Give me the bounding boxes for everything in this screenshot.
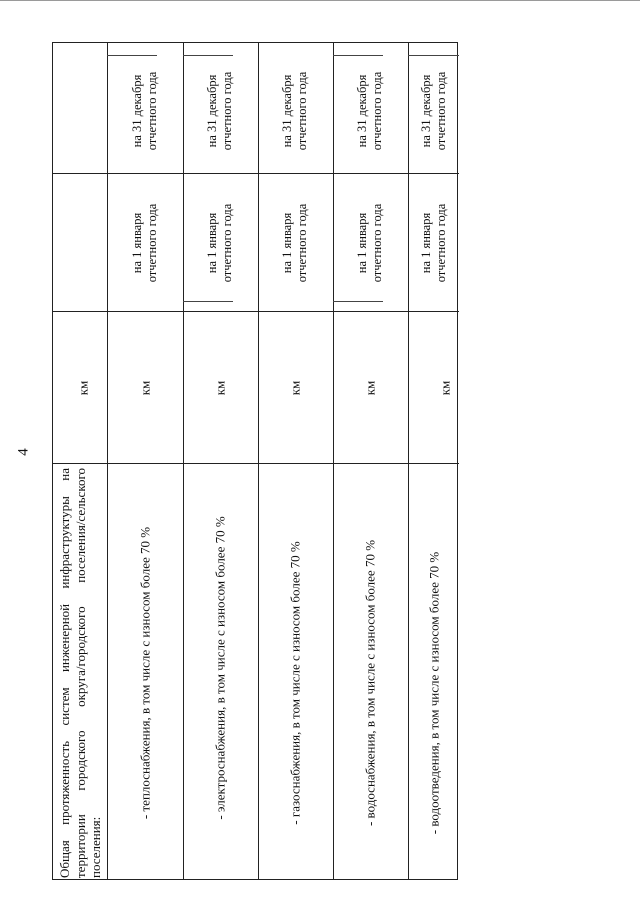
infrastructure-table — [52, 42, 458, 880]
period-start: на 1 января отчетного года — [205, 203, 234, 283]
period-end: на 31 декабря отчетного года — [280, 71, 309, 151]
period-start: на 1 января отчетного года — [280, 203, 309, 283]
row-unit: км — [287, 380, 303, 396]
row-label-electric: - электроснабжения, в том числе с износом более 70 % — [212, 516, 228, 820]
period-start: на 1 января отчетного года — [130, 203, 159, 283]
period-end: на 31 декабря отчетного года — [130, 71, 159, 151]
row-divider — [258, 43, 259, 879]
scan-edge-line — [0, 0, 640, 1]
row-label-heat: - теплоснабжения, в том числе с износом более 70 % — [137, 526, 153, 820]
header-unit: км — [75, 380, 91, 396]
row-label-gas: - газоснабжения, в том числе с износом более 70 % — [287, 541, 303, 825]
row-divider — [333, 43, 334, 879]
row-label-sewage: - водоотведения, в том числе с износом более 70 % — [426, 551, 442, 835]
period-start: на 1 января отчетного года — [419, 203, 448, 283]
page-number: 4 — [15, 448, 32, 456]
row-unit: км — [137, 380, 153, 396]
column-divider — [53, 311, 459, 312]
period-end: на 31 декабря отчетного года — [355, 71, 384, 151]
column-divider — [53, 173, 459, 174]
inner-divider — [333, 301, 383, 302]
row-divider — [183, 43, 184, 879]
row-divider — [107, 43, 108, 879]
column-divider — [53, 463, 459, 464]
period-end: на 31 декабря отчетного года — [205, 71, 234, 151]
period-end: на 31 декабря отчетного года — [419, 71, 448, 151]
row-unit: км — [212, 380, 228, 396]
row-unit: км — [362, 380, 378, 396]
row-label-water-supply: - водоснабжения, в том числе с износом более 70 % — [362, 539, 378, 827]
table-header-description: Общая протяженность систем инженерной инфраструктуры на территории городского округа/городского поселения/сельского поселения: — [56, 468, 103, 878]
row-divider — [408, 43, 409, 879]
row-unit: км — [437, 380, 453, 396]
inner-divider — [183, 301, 233, 302]
period-start: на 1 января отчетного года — [355, 203, 384, 283]
